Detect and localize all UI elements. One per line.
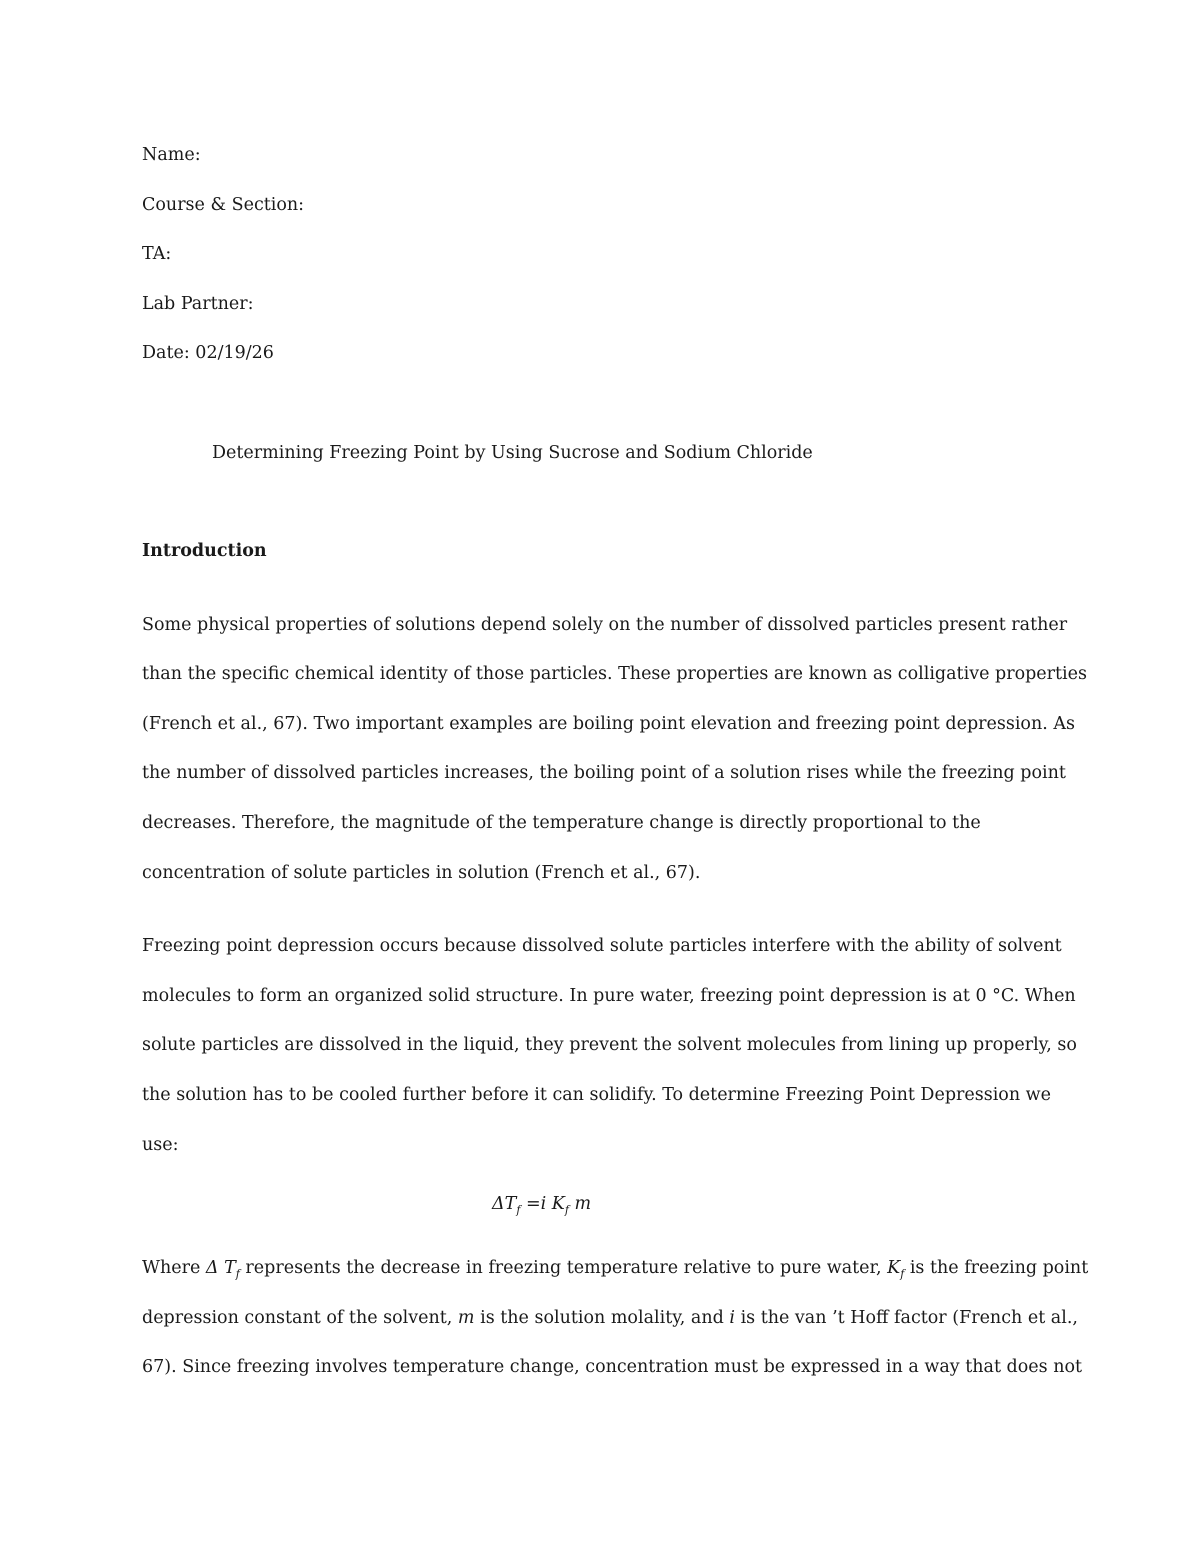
- paragraph-colligative-properties: [142, 610, 1087, 908]
- paragraph-line: 67). Since freezing involves temperature change, concentration must be expressed in a way that does not: [142, 1357, 1083, 1378]
- paragraph-line: (French et al., 67). Two important examples are boiling point elevation and freezing point depression. As: [142, 713, 1075, 734]
- paragraph-line: [142, 1253, 1089, 1303]
- ta-field: TA:: [142, 244, 172, 265]
- freezing-point-equation: [142, 1179, 1062, 1253]
- math-symbol: K: [887, 1258, 901, 1279]
- equation-delta-t: ΔT: [492, 1194, 517, 1215]
- paragraph-line: Freezing point depression occurs because dissolved solute particles interfere with the ability of solvent: [142, 936, 1062, 957]
- paragraph-equation-explanation: [142, 1253, 1089, 1402]
- math-i: i: [729, 1307, 735, 1328]
- date-field: Date: 02/19/26: [142, 343, 274, 364]
- math-delta-t: [205, 1258, 240, 1281]
- text-span: is the van ’t Hoff factor (French et al.,: [735, 1307, 1078, 1328]
- math-symbol: Δ T: [205, 1258, 236, 1279]
- paragraph-line: concentration of solute particles in solution (French et al., 67).: [142, 862, 701, 883]
- paragraph-line: [142, 1303, 1078, 1353]
- math-subscript: f: [235, 1267, 240, 1281]
- equation-subscript: f: [564, 1203, 569, 1217]
- document-content: [142, 140, 1089, 1402]
- paragraph-line: the solution has to be cooled further before it can solidify. To determine Freezing Point Depression we: [142, 1084, 1052, 1105]
- paragraph-line: than the specific chemical identity of those particles. These properties are known as colligative properties: [142, 664, 1087, 685]
- equation-subscript: f: [516, 1203, 521, 1217]
- math-kf: [887, 1258, 905, 1281]
- text-span: represents the decrease in freezing temperature relative to pure water,: [239, 1258, 888, 1279]
- paragraph-freezing-point-depression: [142, 931, 1077, 1179]
- paragraph-line: Some physical properties of solutions depend solely on the number of dissolved particles present rather: [142, 614, 1068, 635]
- document-title: Determining Freezing Point by Using Sucrose and Sodium Chloride: [212, 442, 813, 463]
- lab-partner-field: Lab Partner:: [142, 293, 254, 314]
- paragraph-line: the number of dissolved particles increases, the boiling point of a solution rises while the freezing point: [142, 763, 1066, 784]
- math-m: m: [457, 1307, 475, 1328]
- paragraph-line: molecules to form an organized solid structure. In pure water, freezing point depression is at 0 °C. When: [142, 985, 1076, 1006]
- equation-m: m: [568, 1194, 592, 1215]
- text-span: is the freezing point: [904, 1258, 1089, 1279]
- text-span: is the solution molality, and: [474, 1307, 730, 1328]
- course-section-field: Course & Section:: [142, 194, 305, 215]
- text-span: depression constant of the solvent,: [142, 1307, 458, 1328]
- paragraph-line: use:: [142, 1134, 179, 1155]
- paragraph-line: decreases. Therefore, the magnitude of the temperature change is directly proportional to the: [142, 812, 981, 833]
- section-heading-introduction: Introduction: [142, 540, 267, 561]
- paragraph-line: solute particles are dissolved in the liquid, they prevent the solvent molecules from lining up properly, so: [142, 1035, 1077, 1056]
- math-subscript: f: [900, 1267, 905, 1281]
- name-field: Name:: [142, 145, 201, 165]
- text-span: Where: [142, 1258, 206, 1279]
- paragraph-spacer: [142, 907, 1062, 931]
- equation-i-k: =i K: [520, 1194, 565, 1215]
